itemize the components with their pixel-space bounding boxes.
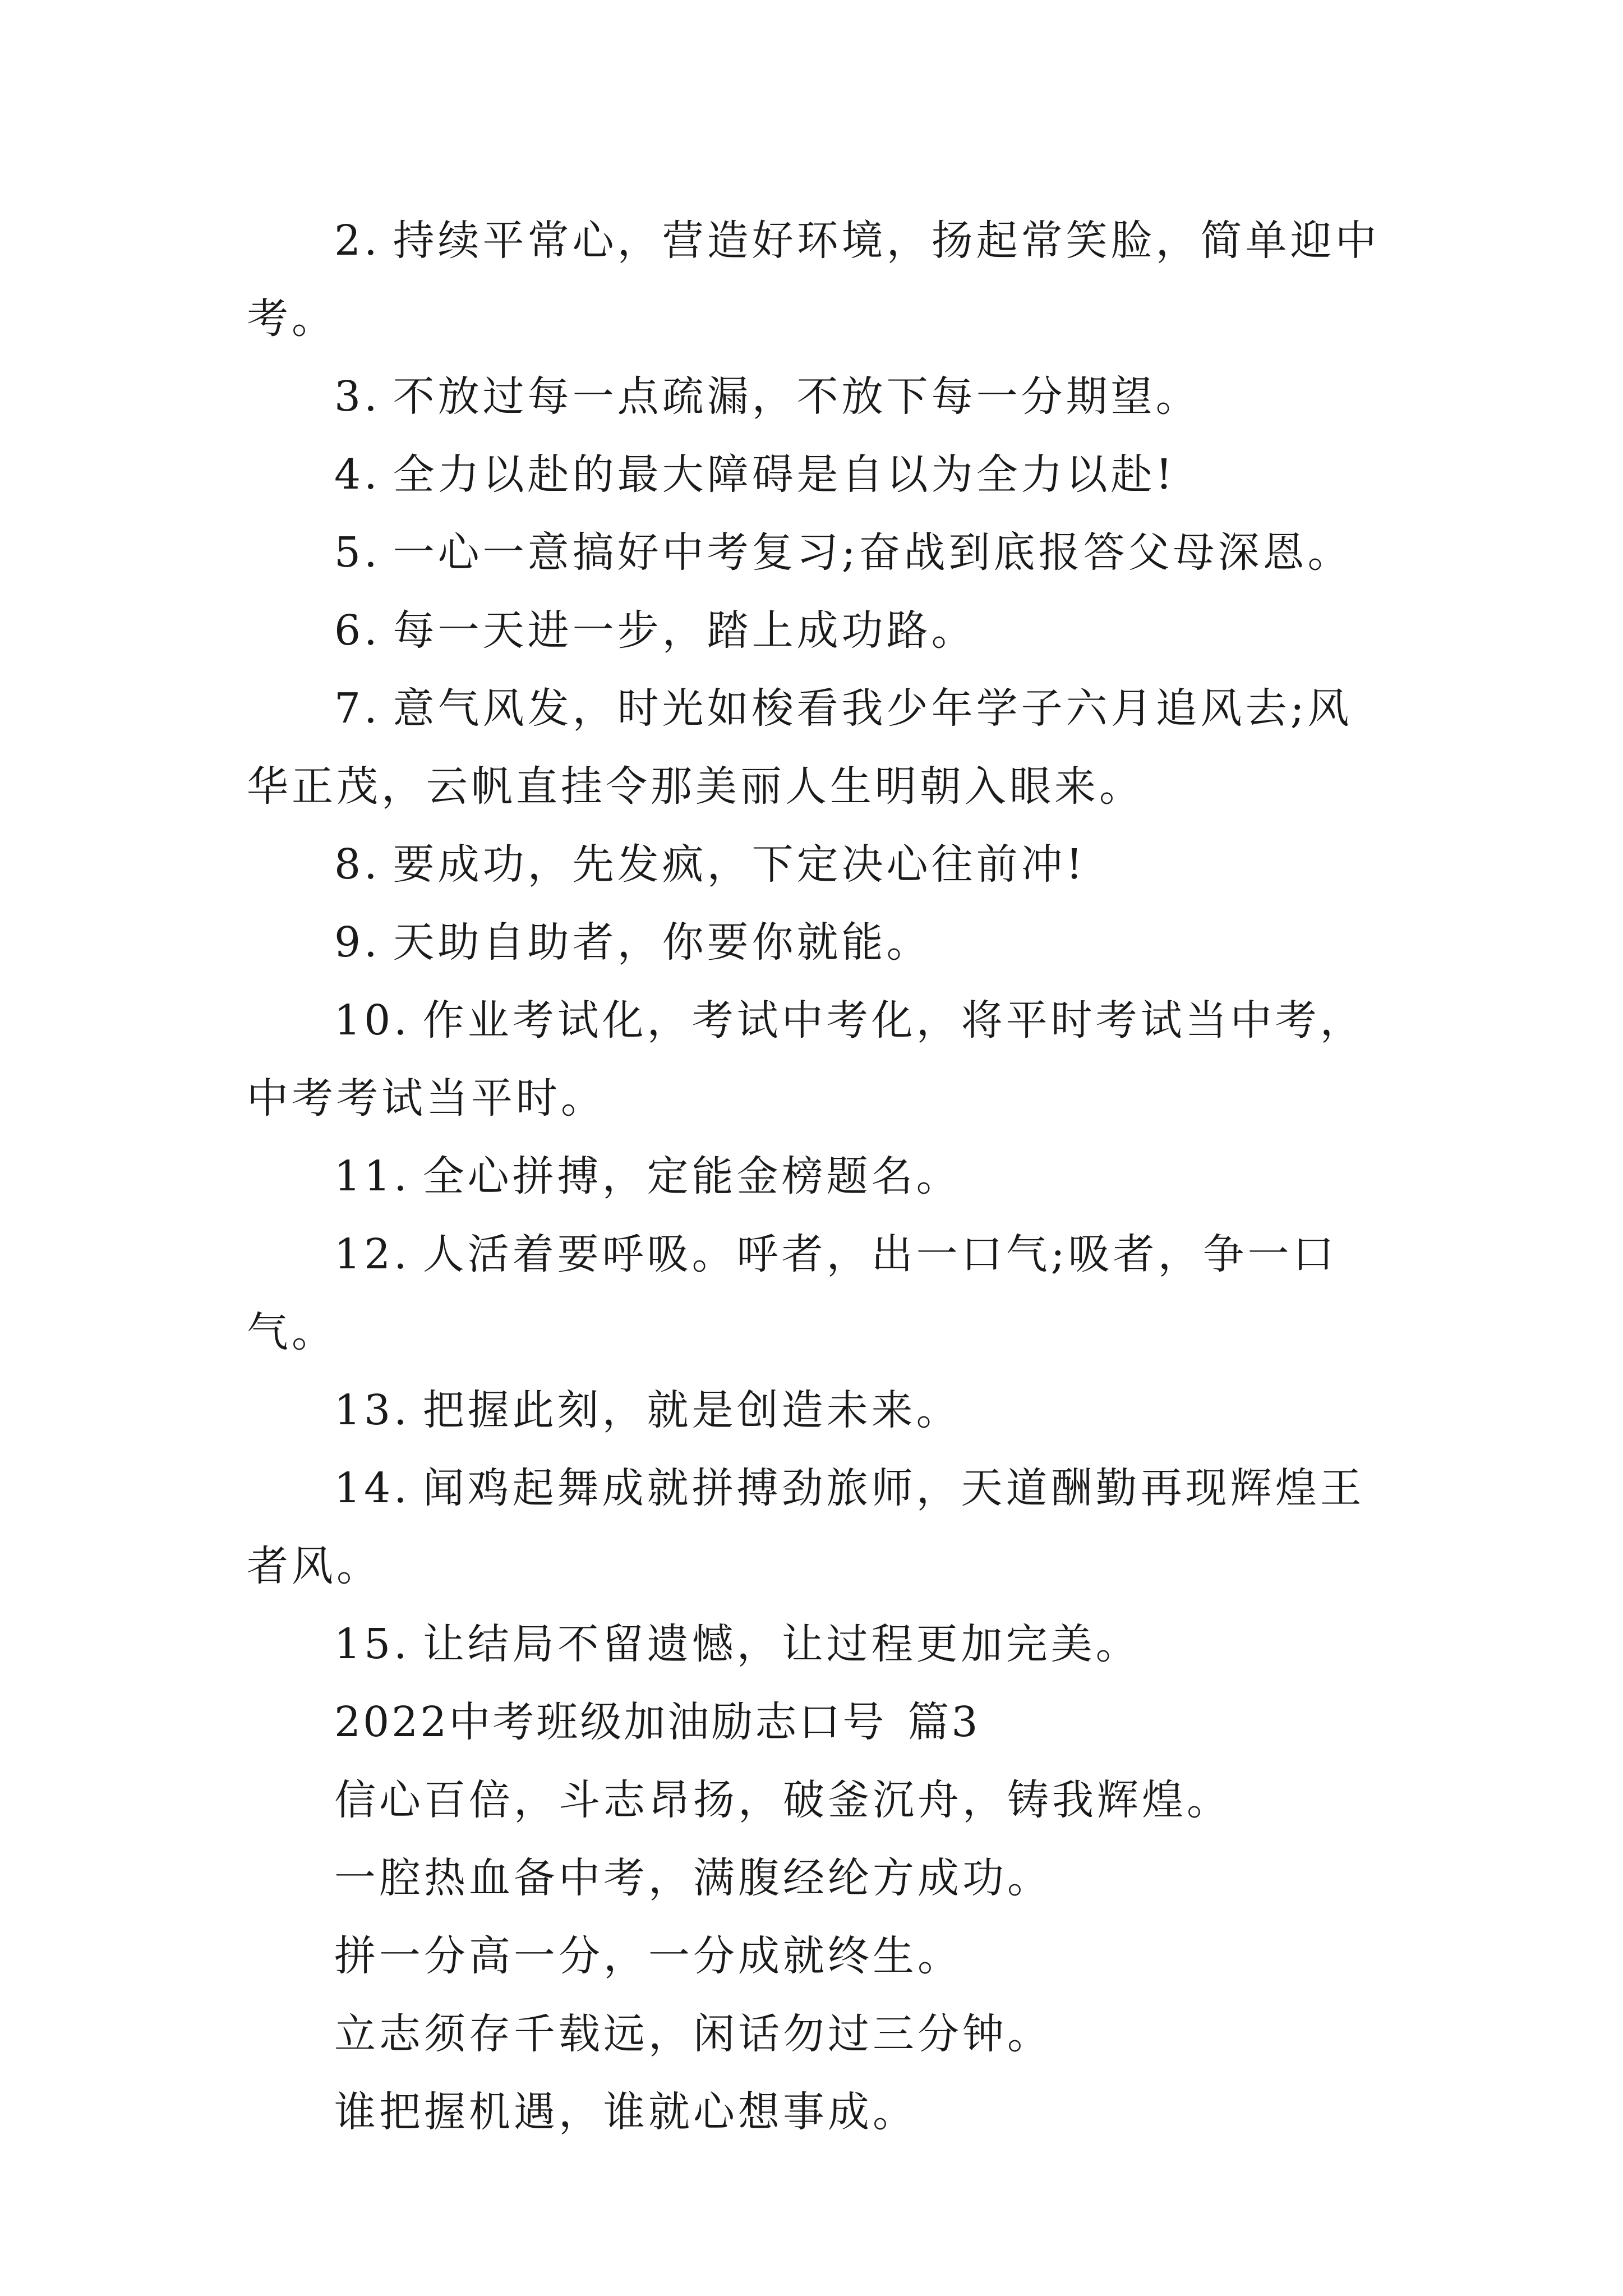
- item-text: 全力以赴的最大障碍是自以为全力以赴!: [393, 450, 1176, 499]
- section-part-label: 篇3: [907, 1698, 980, 1746]
- item-number: 14.: [334, 1464, 411, 1512]
- item-text: 人活着要呼吸。呼者，出一口气;吸者，争一口气。: [247, 1230, 1338, 1356]
- document-body: [247, 202, 1391, 2151]
- item-number: 7.: [334, 684, 381, 733]
- section-title: 2022中考班级加油励志口号: [334, 1698, 887, 1746]
- item-number: 5.: [334, 528, 381, 577]
- item-number: 12.: [334, 1230, 411, 1278]
- list-item: [247, 1372, 1391, 1450]
- list-item: [247, 1605, 1391, 1683]
- item-number: 2.: [334, 217, 381, 265]
- item-text: 一心一意搞好中考复习;奋战到底报答父母深恩。: [393, 528, 1353, 577]
- list-item: [247, 1450, 1391, 1605]
- list-item: [247, 436, 1391, 514]
- list-item: [247, 904, 1391, 982]
- item-text: 持续平常心，营造好环境，扬起常笑脸，简单迎中考。: [247, 217, 1380, 343]
- list-item: [247, 982, 1391, 1138]
- item-number: 8.: [334, 840, 381, 889]
- list-item: [247, 514, 1391, 592]
- list-item: [247, 826, 1391, 904]
- item-number: 9.: [334, 918, 381, 967]
- item-text: 每一天进一步，踏上成功路。: [393, 606, 976, 655]
- list-item: [247, 1138, 1391, 1216]
- section-heading: [247, 1683, 1391, 1761]
- list-item: [247, 358, 1391, 436]
- item-text: 把握此刻，就是创造未来。: [422, 1386, 961, 1434]
- slogan-line: 一腔热血备中考，满腹经纶方成功。: [334, 1854, 1052, 1902]
- item-number: 3.: [334, 372, 381, 421]
- item-text: 让结局不留遗憾，让过程更加完美。: [422, 1620, 1141, 1668]
- item-text: 意气风发，时光如梭看我少年学子六月追风去;风华正茂，云帆直挂令那美丽人生明朝入眼来。: [247, 684, 1353, 811]
- slogan-line: 谁把握机遇，谁就心想事成。: [334, 2088, 917, 2136]
- item-text: 作业考试化，考试中考化，将平时考试当中考，中考考试当平时。: [247, 996, 1365, 1122]
- list-item: [247, 1216, 1391, 1372]
- list-item: [247, 670, 1391, 826]
- slogan-line: 拼一分高一分，一分成就终生。: [334, 1932, 962, 1980]
- item-text: 闻鸡起舞成就拼搏劲旅师，天道酬勤再现辉煌王者风。: [247, 1464, 1365, 1590]
- list-item: [247, 202, 1391, 358]
- item-text: 天助自助者，你要你就能。: [393, 918, 932, 967]
- item-number: 15.: [334, 1620, 411, 1668]
- item-number: 4.: [334, 450, 381, 499]
- item-number: 13.: [334, 1386, 411, 1434]
- item-number: 6.: [334, 606, 381, 655]
- item-text: 不放过每一点疏漏，不放下每一分期望。: [393, 372, 1201, 421]
- item-number: 10.: [334, 996, 411, 1045]
- slogan-line: 立志须存千载远，闲话勿过三分钟。: [334, 2010, 1052, 2058]
- slogan-line: 信心百倍，斗志昂扬，破釜沉舟，铸我辉煌。: [334, 1776, 1232, 1824]
- item-text: 要成功，先发疯，下定决心往前冲!: [393, 840, 1086, 889]
- item-text: 全心拼搏，定能金榜题名。: [422, 1152, 961, 1200]
- item-number: 11.: [334, 1152, 411, 1200]
- list-item: [247, 592, 1391, 670]
